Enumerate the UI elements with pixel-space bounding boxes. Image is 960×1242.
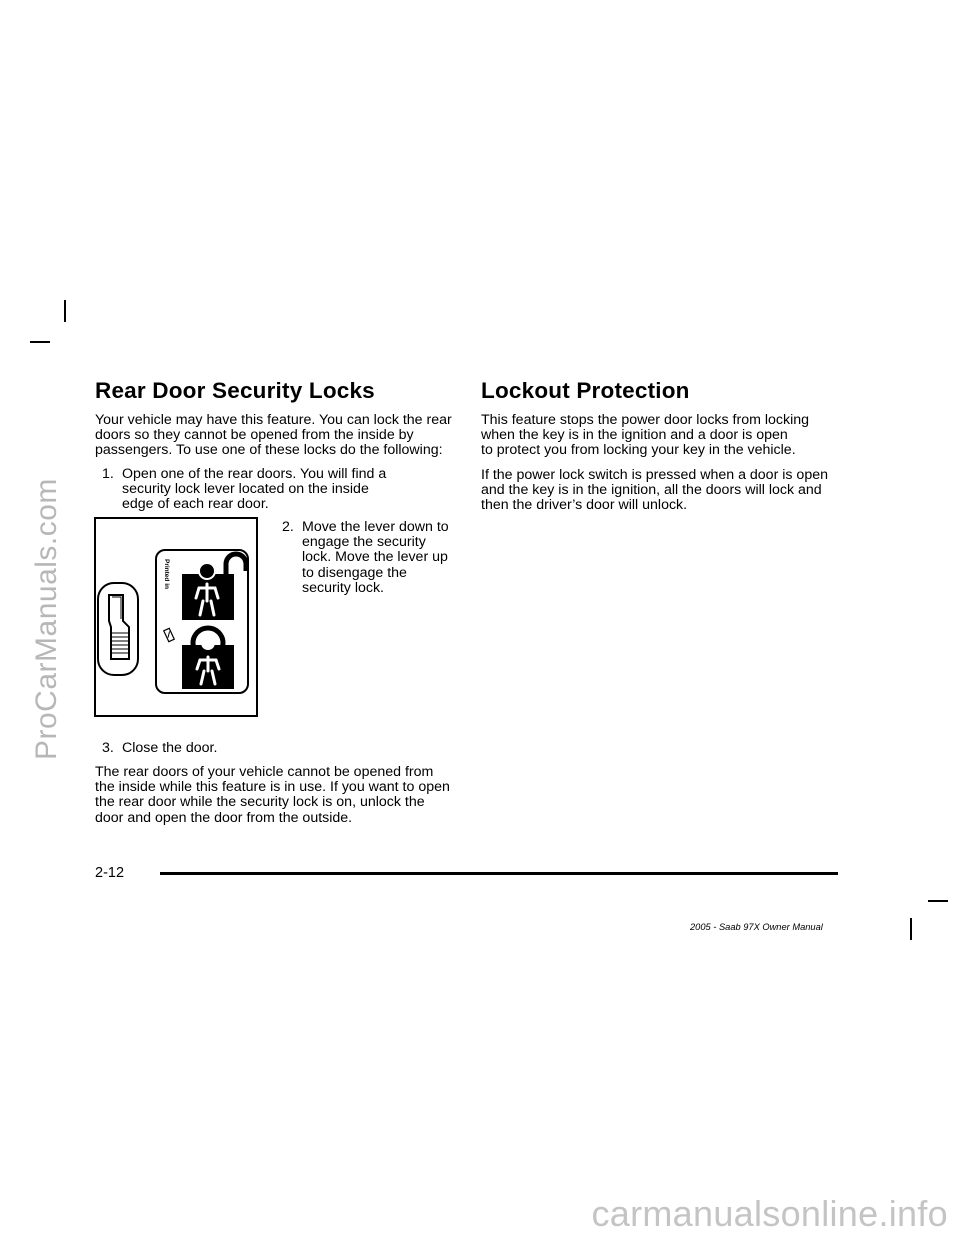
crop-mark xyxy=(910,918,912,940)
lockout-paragraph-2: If the power lock switch is pressed when a door is open and the key is in the ignition, all the doors will lock and then the driver’s door will unlock. xyxy=(481,467,828,514)
step-text: Open one of the rear doors. You will find a security lock lever located on the inside edge of each rear door. xyxy=(122,466,387,513)
manual-title: 2005 - Saab 97X Owner Manual xyxy=(690,922,823,932)
security-lock-figure xyxy=(94,517,258,717)
step-3 xyxy=(102,741,462,759)
child-locked-icon xyxy=(182,628,234,689)
intro-paragraph: Your vehicle may have this feature. You can lock the rear doors so they cannot be opened from the inside by passengers. To use one of these locks do the following: xyxy=(95,412,452,459)
side-watermark: ProCarManuals.com xyxy=(30,478,63,760)
security-lock-lever-icon xyxy=(109,595,129,659)
crop-mark xyxy=(30,341,50,343)
footer-rule xyxy=(160,872,838,875)
step-text: Close the door. xyxy=(122,740,218,756)
step-1 xyxy=(102,467,462,517)
bottom-watermark: carmanualsonline.info xyxy=(591,1193,948,1234)
page-number: 2-12 xyxy=(95,865,125,881)
printed-in-text: Printed in xyxy=(163,559,170,589)
heading-rear-door-security-locks: Rear Door Security Locks xyxy=(95,378,375,403)
heading-lockout-protection: Lockout Protection xyxy=(481,378,690,403)
crop-mark xyxy=(64,300,66,322)
step-2 xyxy=(282,520,462,600)
step-number: 3. xyxy=(102,740,114,756)
small-mark-icon xyxy=(164,628,175,641)
security-lock-illustration xyxy=(96,519,256,715)
step-number: 2. xyxy=(282,519,294,535)
closing-paragraph: The rear doors of your vehicle cannot be opened from the inside while this feature is in use. If you want to open the rear door while the security lock is on, unlock the door and open the door from the outside. xyxy=(95,764,450,826)
step-text: Move the lever down to engage the security lock. Move the lever up to disengage the security lock. xyxy=(302,519,449,596)
lockout-paragraph-1: This feature stops the power door locks from locking when the key is in the ignition and a door is open to protect you from locking your key in the vehicle. xyxy=(481,412,810,459)
step-number: 1. xyxy=(102,466,114,482)
child-unlocked-icon xyxy=(182,554,246,620)
crop-mark xyxy=(928,900,948,902)
